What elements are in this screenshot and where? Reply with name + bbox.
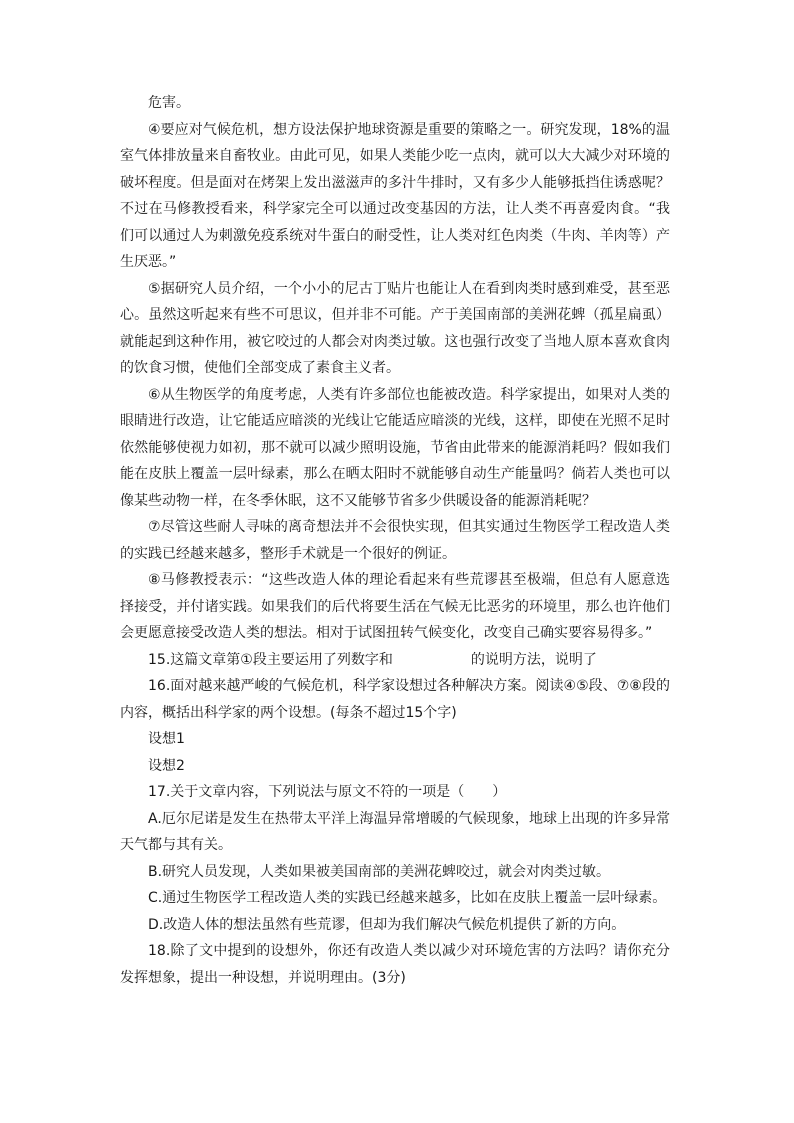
paragraph-7: ⑦尽管这些耐人寻味的离奇想法并不会很快实现，但其实通过生物医学工程改造人类的实践已经越来越多，整形手术就是一个很好的例证。: [120, 519, 670, 562]
question-15: [120, 647, 670, 674]
question-16-idea-1: 设想1: [148, 731, 185, 747]
paragraph-8: ⑧马修教授表示：“这些改造人体的理论看起来有些荒谬甚至极端，但总有人愿意选择接受，并付诸实践。如果我们的后代将要生活在气候无比恶劣的环境里，那么也许他们会更愿意接受改造人类的想法。相对于试图扭转气候变化，改变自己确实要容易得多。”: [120, 572, 670, 641]
question-16: 16.面对越来越严峻的气候危机，科学家设想过各种解决方案。阅读④⑤段、⑦⑧段的内容，概括出科学家的两个设想。(每条不超过15个字): [120, 678, 670, 721]
question-17: 17.关于文章内容，下列说法与原文不符的一项是（ ）: [148, 784, 507, 800]
paragraph-4: ④要应对气候危机，想方设法保护地球资源是重要的策略之一。研究发现，18%的温室气体排放量来自畜牧业。由此可见，如果人类能少吃一点肉，就可以大大减少对环境的破坏程度。但是面对在烤架上发出滋滋声的多汁牛排时，又有多少人能够抵挡住诱惑呢？不过在马修教授看来，科学家完全可以通过改变基因的方法，让人类不再喜爱肉食。“我们可以通过人为刺激免疫系统对牛蛋白的耐受性，让人类对红色肉类（牛肉、羊肉等）产生厌恶。”: [120, 121, 670, 270]
question-17-option-c: C.通过生物医学工程改造人类的实践已经越来越多，比如在皮肤上覆盖一层叶绿素。: [148, 890, 667, 906]
question-15-part-b: 的说明方法，说明了: [470, 651, 597, 668]
question-17-option-d: D.改造人体的想法虽然有些荒谬，但却为我们解决气候危机提供了新的方向。: [148, 916, 626, 933]
question-18: 18.除了文中提到的设想外，你还有改造人类以减少对环境危害的方法吗？请你充分发挥想象，提出一种设想，并说明理由。(3分): [120, 943, 670, 986]
document-body: [120, 90, 670, 991]
question-17-option-b: B.研究人员发现，人类如果被美国南部的美洲花蜱咬过，就会对肉类过敏。: [148, 863, 611, 880]
paragraph-5: ⑤据研究人员介绍，一个小小的尼古丁贴片也能让人在看到肉类时感到难受，甚至恶心。虽然这听起来有些不可思议，但并非不可能。产于美国南部的美洲花蜱（孤星扁虱）就能起到这种作用，被它咬过的人都会对肉类过敏。这也强行改变了当地人原本喜欢食肉的饮食习惯，使他们全部变成了素食主义者。: [120, 280, 670, 376]
question-15-part-a: 15.这篇文章第①段主要运用了列数字和: [148, 651, 393, 668]
paragraph-6: ⑥从生物医学的角度考虑，人类有许多部位也能被改造。科学家提出，如果对人类的眼睛进行改造，让它能适应暗淡的光线让它能适应暗淡的光线，这样，即使在光照不足时依然能够使视力如初，那不就可以减少照明设施，节省由此带来的能源消耗吗？假如我们能在皮肤上覆盖一层叶绿素，那么在晒太阳时不就能够自动生产能量吗？倘若人类也可以像某些动物一样，在冬季休眠，这不又能够节省多少供暖设备的能源消耗呢？: [120, 386, 670, 509]
question-16-idea-2: 设想2: [148, 757, 185, 774]
paragraph-continuation: 危害。: [148, 95, 190, 111]
question-17-option-a: A.厄尔尼诺是发生在热带太平洋上海温异常增暖的气候现象，地球上出现的许多异常天气都与其有关。: [120, 810, 670, 853]
